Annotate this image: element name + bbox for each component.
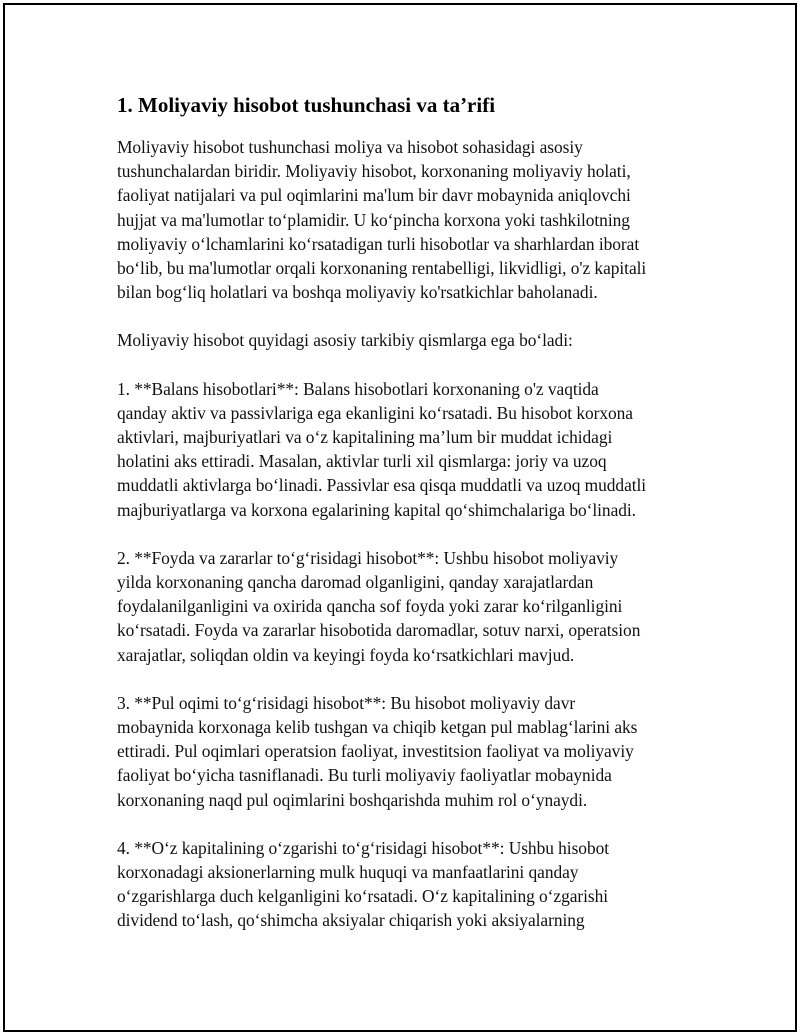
text-line: foydalanilganligini va oxirida qancha sof foyda yoki zarar ko‘rilganligini: [117, 596, 623, 617]
text-line: Moliyaviy hisobot tushunchasi moliya va hisobot sohasidagi asosiy: [117, 137, 583, 157]
text-line: 1. **Balans hisobotlari**: Balans hisobotlari korxonaning o'z vaqtida: [117, 378, 599, 399]
paragraph-equity-changes: [117, 836, 717, 933]
paragraph-income-statement: [117, 546, 717, 667]
paragraph-intro: [117, 135, 717, 304]
text-line: faoliyat bo‘yicha tasniflanadi. Bu turli moliyaviy faoliyatlar mobaynida: [117, 765, 612, 786]
text-line: 4. **O‘z kapitalining o‘zgarishi to‘g‘risidagi hisobot**: Ushbu hisobot: [117, 837, 610, 858]
paragraph-balance-sheet: [117, 377, 717, 522]
text-line: bo‘lib, bu ma'lumotlar orqali korxonaning rentabelligi, likvidligi, o'z kapitali: [117, 258, 647, 279]
text-line: Moliyaviy hisobot quyidagi asosiy tarkibiy qismlarga ega bo‘ladi:: [117, 330, 573, 351]
text-line: ko‘rsatadi. Foyda va zararlar hisobotida daromadlar, sotuv narxi, operatsion: [117, 620, 641, 641]
text-line: 3. **Pul oqimi to‘g‘risidagi hisobot**: Bu hisobot moliyaviy davr: [117, 692, 576, 713]
text-line: korxonadagi aksionerlarning mulk huquqi va manfaatlarini qanday: [117, 862, 579, 883]
text-line: yilda korxonaning qancha daromad olganligini, qanday xarajatlardan: [117, 572, 594, 593]
text-line: dividend to‘lash, qo‘shimcha aksiyalar chiqarish yoki aksiyalarning: [117, 910, 585, 931]
text-line: muddatli aktivlarga bo‘linadi. Passivlar esa qisqa muddatli va uzoq muddatli: [117, 475, 647, 496]
paragraph-cash-flow: [117, 691, 717, 812]
section-heading: 1. Moliyaviy hisobot tushunchasi va ta’rifi: [117, 93, 496, 117]
text-line: aktivlari, majburiyatlari va o‘z kapitalining ma’lum bir muddat ichidagi: [117, 427, 613, 448]
text-line: bilan bog‘liq holatlari va boshqa moliyaviy ko'rsatkichlar baholanadi.: [117, 282, 598, 303]
paragraph-components-intro: [117, 328, 717, 352]
text-line: mobaynida korxonaga kelib tushgan va chiqib ketgan pul mablag‘larini aks: [117, 717, 638, 738]
text-line: 2. **Foyda va zararlar to‘g‘risidagi hisobot**: Ushbu hisobot moliyaviy: [117, 547, 619, 568]
text-line: faoliyat natijalari va pul oqimlarini ma'lum bir davr mobaynida aniqlovchi: [117, 185, 631, 206]
text-line: korxonaning naqd pul oqimlarini boshqarishda muhim rol o‘ynaydi.: [117, 789, 588, 810]
text-line: moliyaviy o‘lchamlarini ko‘rsatadigan turli hisobotlar va sharhlardan iborat: [117, 233, 640, 254]
document-body: [117, 92, 717, 957]
text-line: tushunchalardan biridir. Moliyaviy hisobot, korxonaning moliyaviy holati,: [117, 161, 631, 182]
text-line: ettiradi. Pul oqimlari operatsion faoliyat, investitsion faoliyat va moliyaviy: [117, 741, 634, 762]
text-line: majburiyatlarga va korxona egalarining kapital qo‘shimchalariga bo‘linadi.: [117, 499, 636, 520]
text-line: holatini aks ettiradi. Masalan, aktivlar turli xil qismlarga: joriy va uzoq: [117, 451, 607, 472]
text-line: o‘zgarishlarga duch kelganligini ko‘rsatadi. O‘z kapitalining o‘zgarishi: [117, 886, 609, 907]
text-line: xarajatlar, soliqdan oldin va keyingi foyda ko‘rsatkichlari mavjud.: [117, 644, 575, 665]
text-line: qanday aktiv va passivlariga ega ekanligini ko‘rsatadi. Bu hisobot korxona: [117, 402, 633, 423]
text-line: hujjat va ma'lumotlar to‘plamidir. U ko‘pincha korxona yoki tashkilotning: [117, 209, 630, 230]
